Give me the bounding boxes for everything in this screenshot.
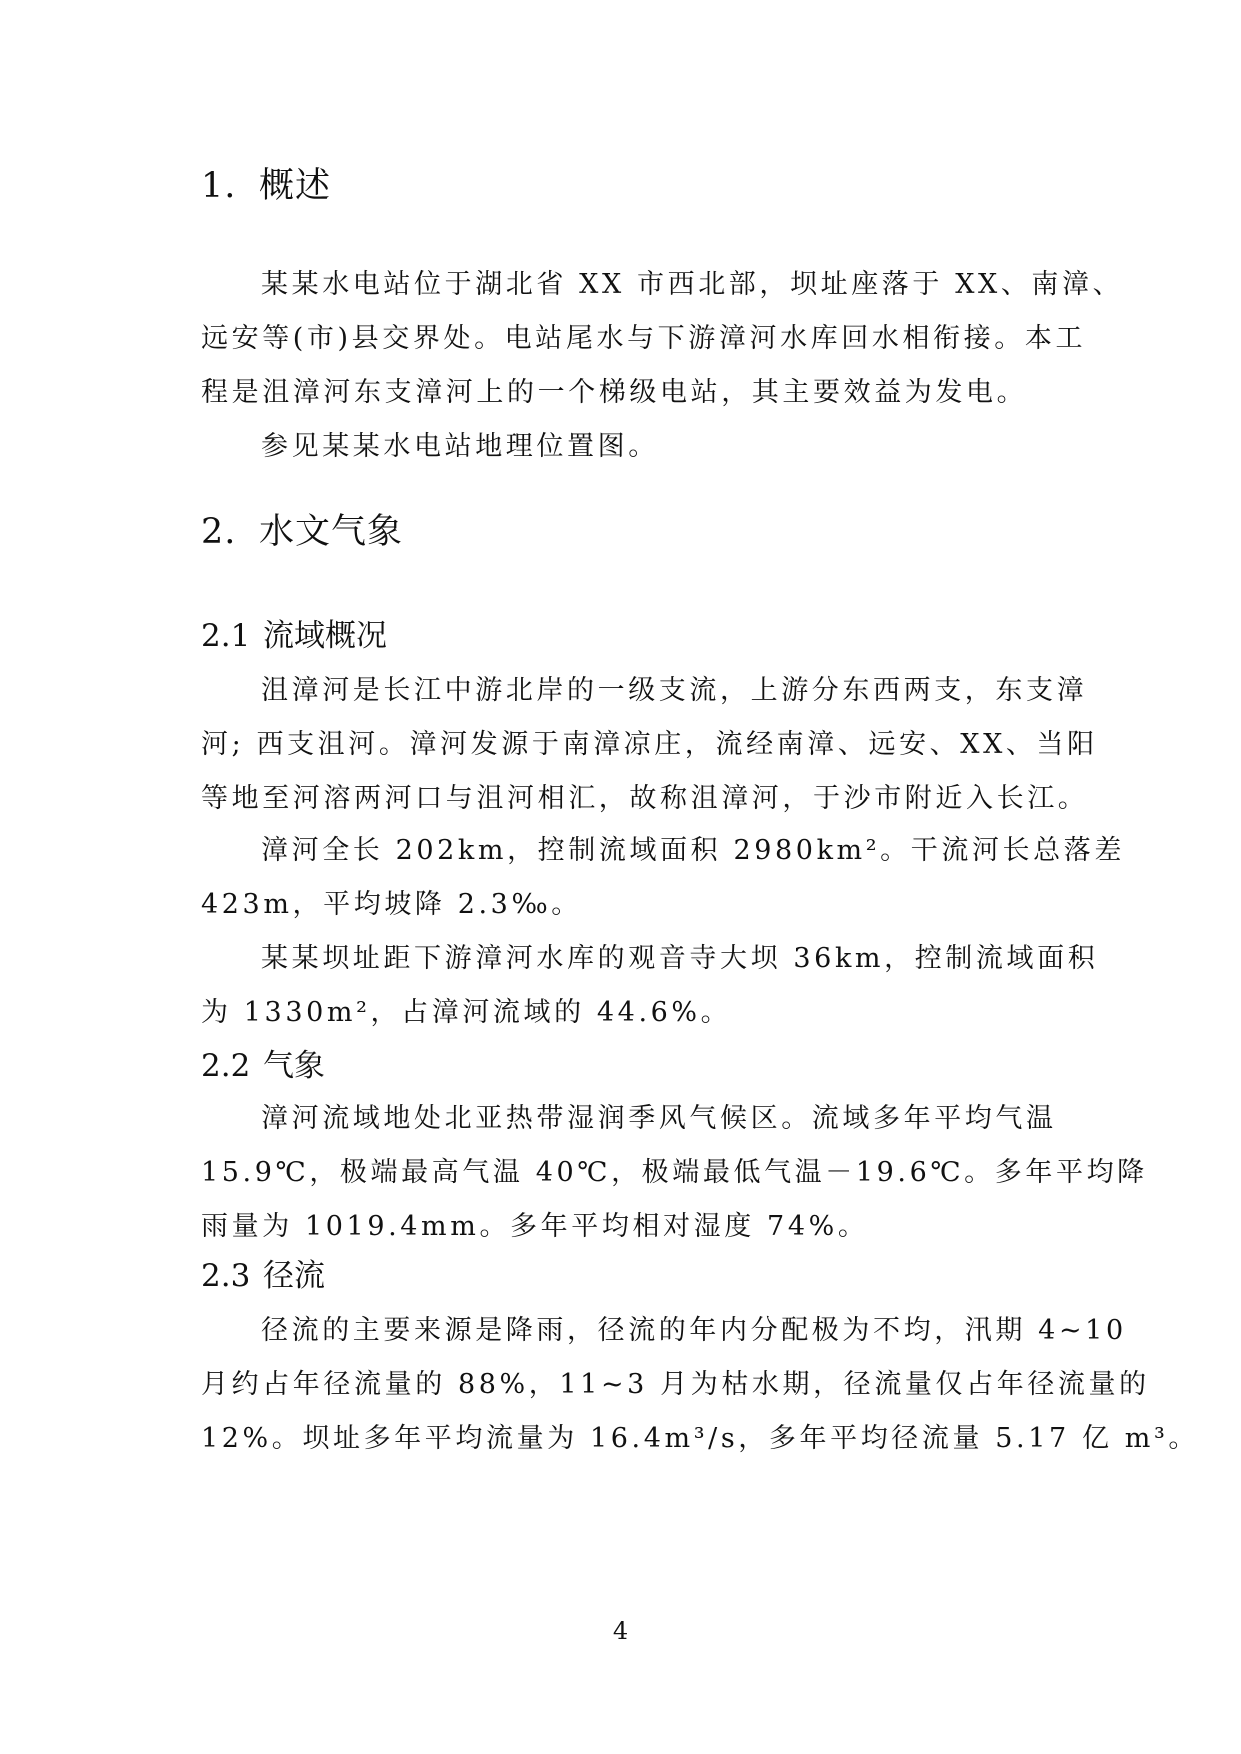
section-number: 2. [201,512,237,552]
section-heading-2 [201,510,403,554]
subsection-number: 2.3 [201,1258,251,1294]
paragraph-line: 参见某某水电站地理位置图。 [261,431,659,462]
paragraph-line: 某某水电站位于湖北省 XX 市西北部，坝址座落于 XX、南漳、 [261,269,1124,300]
paragraph-line: 某某坝址距下游漳河水库的观音寺大坝 36km，控制流域面积 [261,943,1099,974]
paragraph-line: 423m，平均坡降 2.3‰。 [201,889,582,920]
paragraph-line: 月约占年径流量的 88%，11~3 月为枯水期，径流量仅占年径流量的 [201,1369,1150,1400]
paragraph-line: 雨量为 1019.4mm。多年平均相对湿度 74%。 [201,1211,869,1242]
section-title: 水文气象 [259,512,404,552]
subsection-heading-2-3 [201,1256,325,1296]
page-number: 4 [612,1617,629,1645]
subsection-heading-2-2 [201,1046,325,1086]
paragraph-line: 沮漳河是长江中游北岸的一级支流，上游分东西两支，东支漳 [261,675,1088,706]
section-number: 1. [201,166,237,206]
paragraph-line: 12%。坝址多年平均流量为 16.4m³/s，多年平均径流量 5.17 亿 m³。 [201,1423,1199,1454]
paragraph-line: 等地至河溶两河口与沮河相汇，故称沮漳河，于沙市附近入长江。 [201,783,1089,814]
subsection-title: 气象 [263,1048,325,1084]
subsection-title: 流域概况 [263,618,387,654]
section-heading-1 [201,164,331,208]
paragraph-line: 程是沮漳河东支漳河上的一个梯级电站，其主要效益为发电。 [201,377,1028,408]
paragraph-line: 漳河全长 202km，控制流域面积 2980km²。干流河长总落差 [261,835,1125,866]
paragraph-line: 远安等(市)县交界处。电站尾水与下游漳河水库回水相衔接。本工 [201,323,1087,354]
paragraph-line: 为 1330m²，占漳河流域的 44.6%。 [201,997,732,1028]
subsection-title: 径流 [263,1258,325,1294]
subsection-number: 2.1 [201,618,251,654]
paragraph-line: 漳河流域地处北亚热带湿润季风气候区。流域多年平均气温 [261,1103,1057,1134]
paragraph-line: 15.9℃，极端最高气温 40℃，极端最低气温－19.6℃。多年平均降 [201,1157,1148,1188]
section-title: 概述 [259,166,332,206]
subsection-heading-2-1 [201,616,387,656]
paragraph-line: 径流的主要来源是降雨，径流的年内分配极为不均，汛期 4~10 [261,1315,1127,1346]
subsection-number: 2.2 [201,1048,251,1084]
paragraph-line: 河; 西支沮河。漳河发源于南漳凉庄，流经南漳、远安、XX、当阳 [201,729,1098,760]
